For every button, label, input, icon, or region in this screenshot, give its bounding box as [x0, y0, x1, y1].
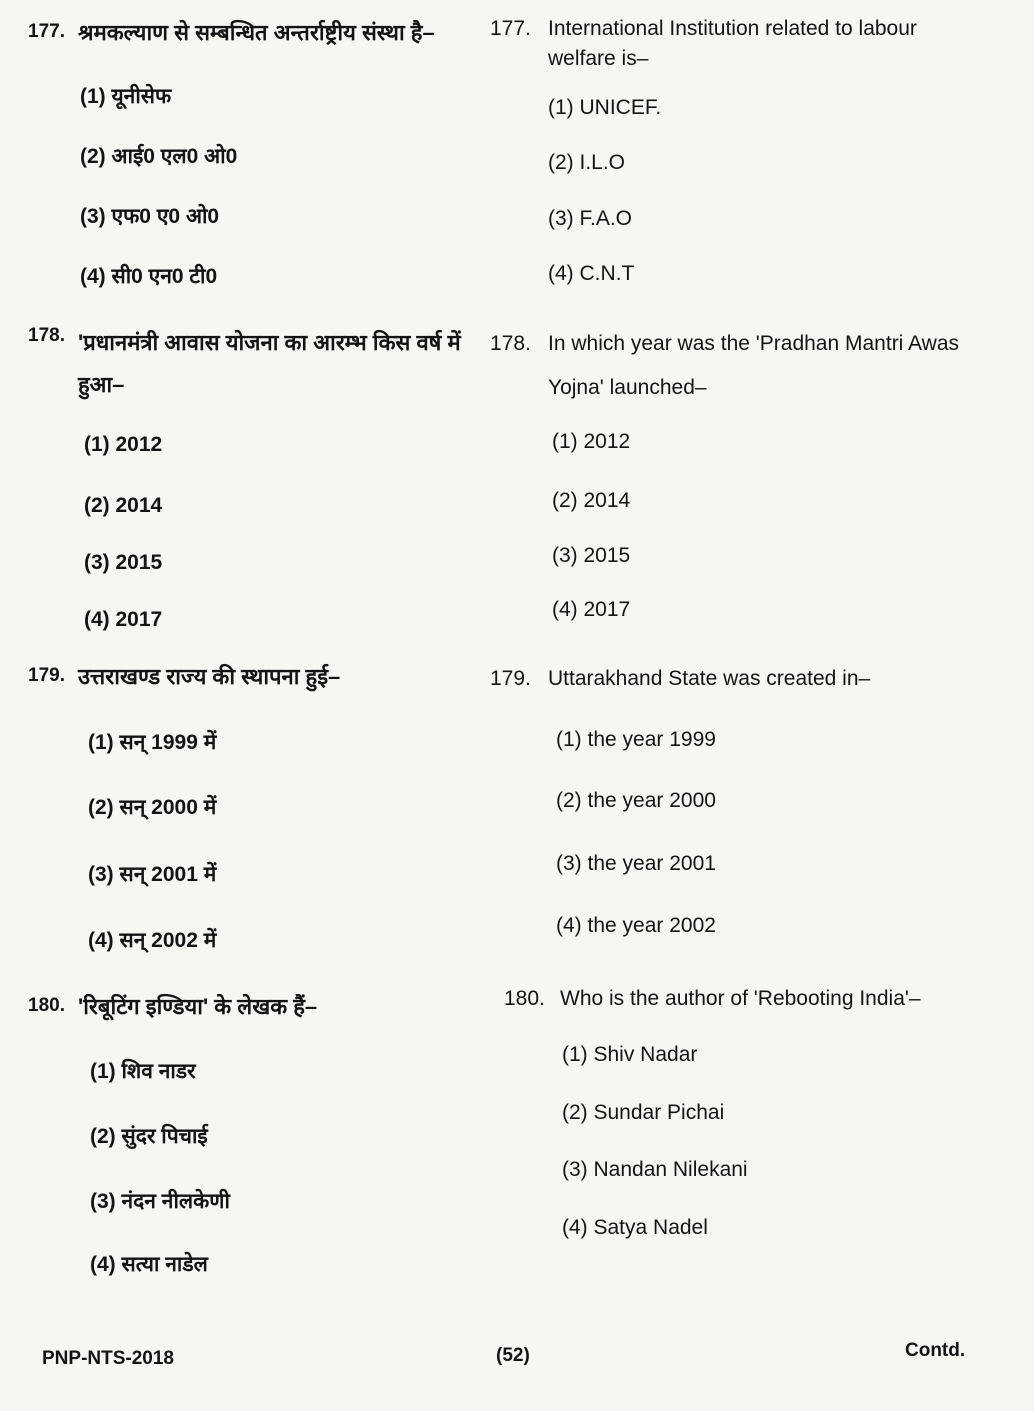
option-3: (3) Nandan Nilekani	[562, 1158, 748, 1181]
option-4: (4) the year 2002	[556, 914, 716, 937]
question-number: 180.	[504, 987, 545, 1010]
question-text: Who is the author of 'Rebooting India'–	[560, 987, 921, 1010]
question-number: 177.	[28, 21, 65, 42]
option-1: (1) 2012	[84, 433, 163, 456]
option-1: (1) the year 1999	[556, 728, 716, 751]
option-3: (3) F.A.O	[548, 207, 633, 230]
question-178-hindi	[28, 322, 483, 406]
option-4: (4) C.N.T	[548, 262, 635, 285]
option-2: (2) Sundar Pichai	[562, 1101, 725, 1124]
option-2: (2) सुंदर पिचाई	[90, 1125, 208, 1148]
question-179-english	[490, 664, 970, 694]
question-179-hindi	[28, 662, 483, 692]
option-1: (1) UNICEF.	[548, 96, 662, 119]
question-text: 'रिबूटिंग इण्डिया' के लेखक हैं–	[78, 994, 318, 1019]
question-number: 177.	[490, 17, 531, 40]
option-2: (2) the year 2000	[556, 789, 716, 812]
page-number: (52)	[496, 1345, 530, 1366]
option-4: (4) सत्या नाडेल	[90, 1253, 208, 1276]
question-text: Uttarakhand State was created in–	[548, 667, 871, 690]
question-180-hindi	[28, 992, 483, 1022]
continued-label: Contd.	[905, 1340, 966, 1361]
question-180-english	[490, 984, 970, 1014]
question-number: 180.	[28, 995, 65, 1016]
option-4: (4) 2017	[552, 598, 631, 621]
option-1: (1) शिव नाडर	[90, 1060, 196, 1083]
option-1: (1) सन् 1999 में	[88, 731, 217, 754]
option-2: (2) 2014	[552, 489, 631, 512]
option-4: (4) सन् 2002 में	[88, 929, 217, 952]
option-1: (1) Shiv Nadar	[562, 1043, 698, 1066]
option-3: (3) 2015	[84, 551, 163, 574]
question-text: उत्तराखण्ड राज्य की स्थापना हुई–	[78, 664, 341, 689]
question-text: 'प्रधानमंत्री आवास योजना का आरम्भ किस वर्ष में हुआ–	[78, 330, 461, 397]
question-177-english	[490, 14, 970, 74]
question-178-english	[490, 322, 970, 410]
option-2: (2) सन् 2000 में	[88, 796, 217, 819]
option-2: (2) आई0 एल0 ओ0	[80, 145, 238, 168]
option-3: (3) एफ0 ए0 ओ0	[80, 205, 220, 228]
option-4: (4) Satya Nadel	[562, 1216, 708, 1239]
question-text: श्रमकल्याण से सम्बन्धित अन्तर्राष्ट्रीय संस्था है–	[78, 20, 435, 45]
option-1: (1) यूनीसेफ	[80, 85, 172, 108]
question-number: 179.	[490, 667, 531, 690]
question-text: International Institution related to labour welfare is–	[548, 17, 917, 70]
question-177-hindi	[28, 18, 483, 48]
question-text: In which year was the 'Pradhan Mantri Awas Yojna' launched–	[548, 332, 959, 399]
question-number: 179.	[28, 665, 65, 686]
option-3: (3) नंदन नीलकेणी	[90, 1190, 230, 1213]
option-1: (1) 2012	[552, 430, 631, 453]
option-2: (2) 2014	[84, 494, 163, 517]
question-number: 178.	[490, 332, 531, 355]
paper-code: PNP-NTS-2018	[42, 1348, 174, 1369]
option-2: (2) I.L.O	[548, 151, 626, 174]
question-number: 178.	[28, 325, 65, 346]
option-4: (4) 2017	[84, 608, 163, 631]
option-3: (3) the year 2001	[556, 852, 716, 875]
option-3: (3) 2015	[552, 544, 631, 567]
option-4: (4) सी0 एन0 टी0	[80, 265, 218, 288]
option-3: (3) सन् 2001 में	[88, 863, 217, 886]
